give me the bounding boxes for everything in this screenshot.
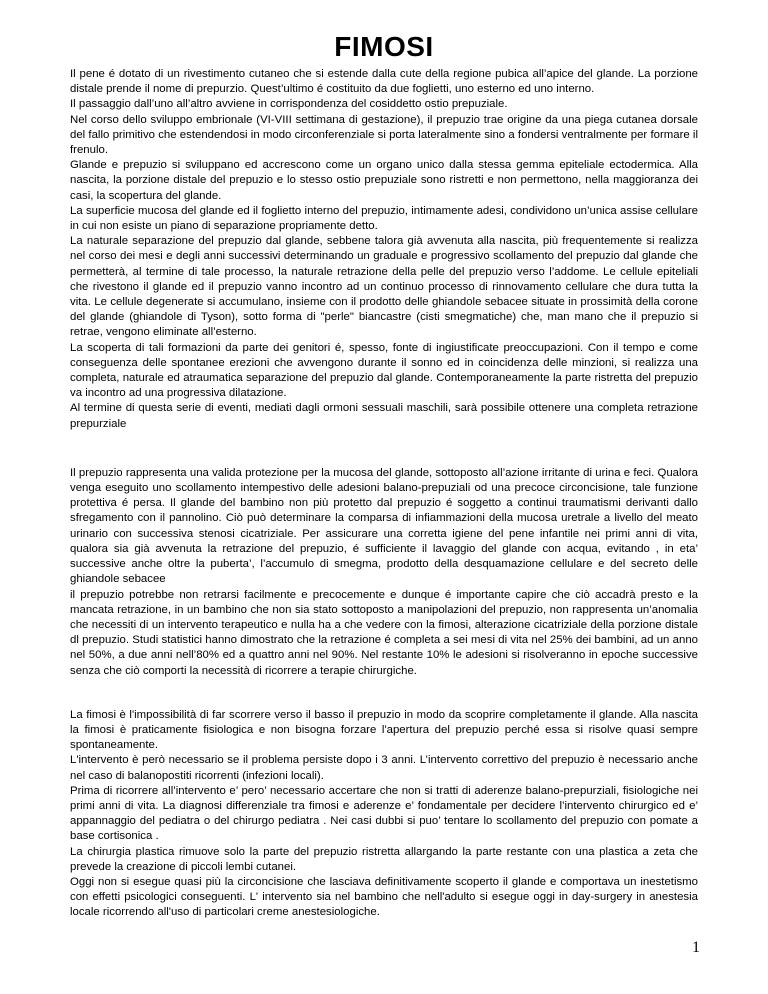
paragraph: La fimosi è l'impossibilità di far scorrere verso il basso il prepuzio in modo da scoprire completamente il glande. Alla nascita la fimosi è praticamente fisiologica e non bisogna forzare l'apertura del prepuzio perché essa si risolve quasi sempre spontaneamente. [70,708,698,752]
section-protection [70,466,698,679]
paragraph: Nel corso dello sviluppo embrionale (VI-VIII settimana di gestazione), il prepuzio trae origine da una piega cutanea dorsale del fallo primitivo che estendendosi in modo circonferenziale si porta lateralmente sino a fondersi ventralmente per formare il frenulo. [70,113,698,157]
paragraph: La scoperta di tali formazioni da parte dei genitori é, spesso, fonte di ingiustificate preoccupazioni. Con il tempo e come conseguenza delle spontanee erezioni che avvengono durante il sonno ed in coincidenza delle minzioni, si realizza una completa, naturale ed atraumatica separazione del prepuzio dal glande. Contemporaneamente la parte ristretta del prepuzio va incontro ad una progressiva dilatazione. [70,341,698,400]
paragraph: Glande e prepuzio si sviluppano ed accrescono come un organo unico dalla stessa gemma epiteliale ectodermica. Alla nascita, la porzione distale del prepuzio e lo stesso ostio prepuziale sono ristretti e non permettono, nella maggioranza dei casi, la scopertura del glande. [70,159,698,202]
paragraph: L'intervento è però necessario se il problema persiste dopo i 3 anni. L’intervento correttivo del prepuzio è necessario anche nel caso di balanopostiti ricorrenti (infezioni locali). [70,754,698,782]
section-spacer [70,432,698,466]
section-treatment [70,708,698,921]
page-number: 1 [692,939,700,956]
paragraph: il prepuzio potrebbe non retrarsi facilmente e precocemente e dunque é importante capire che ciò accadrà presto e la mancata retrazione, in un bambino che non sia stato sottoposto a manipolazioni del prepuzio, non rappresenta un’anomalia che necessiti di un intervento terapeutico e nulla ha a che vedere con la fimosi, alterazione cicatriziale della porzione distale dl prepuzio. Studi statistici hanno dimostrato che la retrazione é completa a sei mesi di vita nel 25% dei bambini, ad un anno nel 50%, a due anni nell’80% ed a quattro anni nel 90%. Nel restante 10% le adesioni si risolveranno in epoche successive senza che ciò comporti la necessità di ricorrere a terapie chirurgiche. [70,588,698,677]
paragraph: La naturale separazione del prepuzio dal glande, sebbene talora già avvenuta alla nascita, più frequentemente si realizza nel corso dei mesi e degli anni successivi determinando un graduale e progressivo scollamento del prepuzio dal glande che permetterà, al termine di tale processo, la naturale retrazione della pelle del prepuzio verso l’addome. Le cellule epiteliali che rivestono il glande ed il prepuzio vanno incontro ad un continuo processo di rinnovamento cellulare che dura tutta la vita. Le cellule degenerate si accumulano, insieme con il prodotto delle ghiandole sebacee situate in prossimità della corone del glande (ghiandole di Tyson), sotto forma di "perle" biancastre (cisti smegmatiche) che, man mano che il prepuzio si retrae, vengono eliminate all’esterno. [70,235,698,339]
section-anatomy [70,67,698,432]
paragraph: Il passaggio dall’uno all’altro avviene in corrispondenza del cosiddetto ostio prepuziale. [70,98,508,111]
paragraph: Al termine di questa serie di eventi, mediati dagli ormoni sessuali maschili, sarà possibile ottenere una completa retrazione prepurziale [70,402,698,430]
paragraph: La superficie mucosa del glande ed il foglietto interno del prepuzio, intimamente adesi, condividono un’unica assise cellulare in cui non esiste un piano di separazione propriamente detto. [70,204,698,233]
document-body [70,67,698,921]
paragraph: Il pene é dotato di un rivestimento cutaneo che si estende dalla cute della regione pubica all’apice del glande. La porzione distale prende il nome di prepurzio. Quest’ultimo é costituito da due foglietti, uno esterno ed uno interno. [70,68,698,96]
paragraph: Il prepuzio rappresenta una valida protezione per la mucosa del glande, sottoposto all’azione irritante di urina e feci. Qualora venga eseguito uno scollamento intempestivo delle adesioni balano-prepuziali od una precoce circoncisione, tale funzione protettiva é persa. Il glande del bambino non più protetto dal prepuzio é soggetto a continui traumatismi derivanti dallo sfregamento con il pannolino. Ciò può determinare la comparsa di infiammazioni della mucosa uretrale a livello del meato urinario con successiva stenosi cicatriziale. Per assicurare una corretta igiene del pene infantile nei primi anni di vita, qualora sia già avvenuta la retrazione del prepuzio, é sufficiente il lavaggio del glande con acqua, evitando , in eta’ successive anche oltre la puberta’, l’accumulo di smegma, prodotto della desquamazione cellulare e del secreto delle ghiandole sebacee [70,466,698,586]
paragraph: Prima di ricorrere all’intervento e’ pero’ necessario accertare che non si tratti di aderenze balano-prepurziali, fisiologiche nei primi anni di vita. La diagnosi differenziale tra fimosi e aderenze e’ fondamentale per decidere l’intervento chirurgico ed e’ appannaggio del pediatra o del chirurgo pediatra . Nei casi dubbi si puo’ tentare lo scollamento del prepuzio con pomate a base cortisonica . [70,784,698,843]
page-title: FIMOSI [334,31,434,62]
paragraph: Oggi non si esegue quasi più la circoncisione che lasciava definitivamente scoperto il glande e comportava un inestetismo con effetti psicologici conseguenti. L' intervento sia nel bambino che nell'adulto si esegue oggi in day-surgery in anestesia locale ricorrendo all'uso di particolari creme anestesiologiche. [70,875,698,919]
section-spacer [70,679,698,708]
paragraph: La chirurgia plastica rimuove solo la parte del prepuzio ristretta allargando la parte restante con una plastica a zeta che prevede la creazione di piccoli lembi cutanei. [70,845,698,873]
